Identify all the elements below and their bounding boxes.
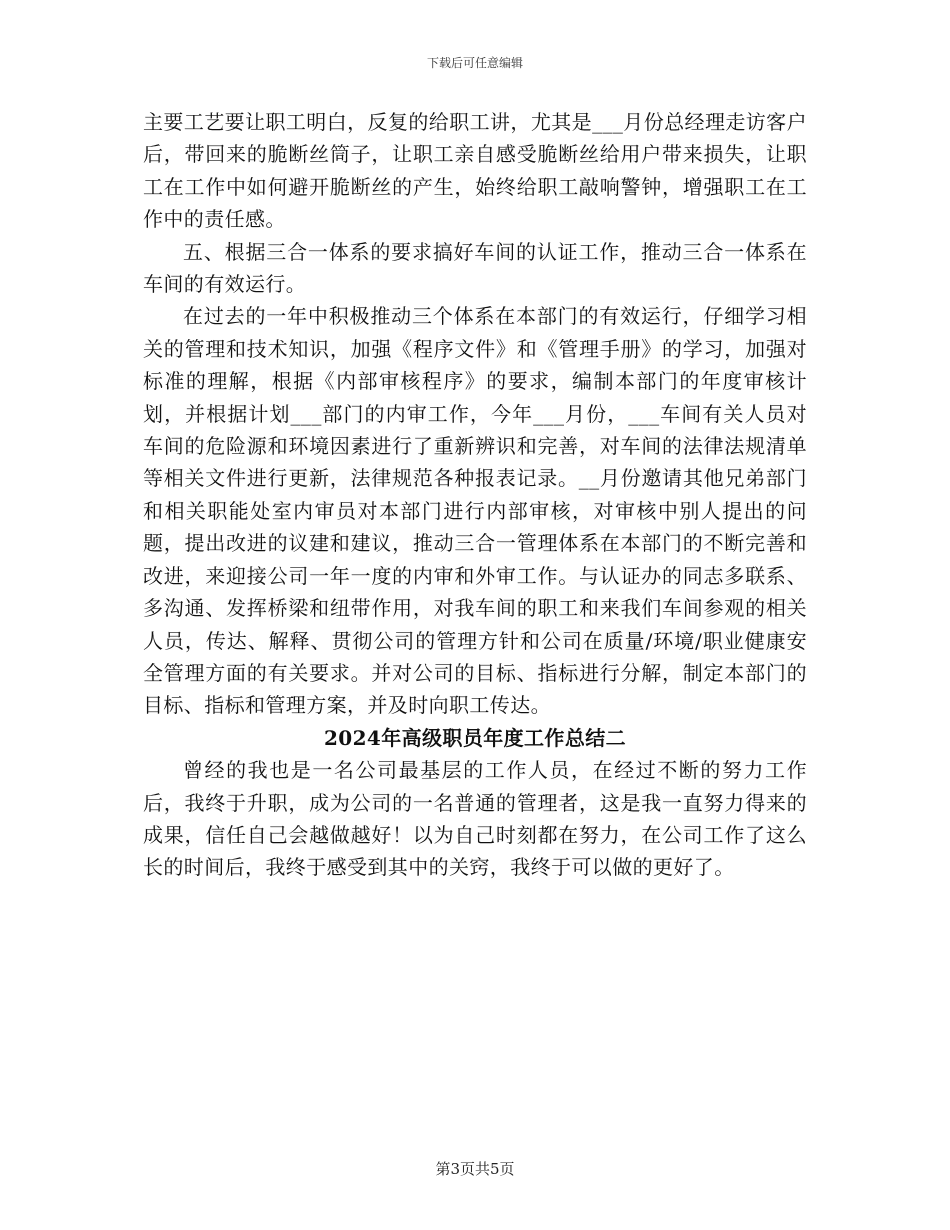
body-paragraph: 曾经的我也是一名公司最基层的工作人员，在经过不断的努力工作后，我终于升职，成为公司的一名普通的管理者，这是我一直努力得来的成果，信任自己会越做越好！以为自己时刻都在努力，在公司工作了这么长的时间后，我终于感受到其中的关窍，我终于可以做的更好了。	[143, 758, 807, 880]
page-number: 第3页共5页	[435, 1160, 515, 1178]
document-body	[143, 106, 807, 884]
section-title: 2024年高级职员年度工作总结二	[323, 725, 627, 750]
body-paragraph: 主要工艺要让职工明白，反复的给职工讲，尤其是___月份总经理走访客户后，带回来的脆断丝筒子，让职工亲自感受脆断丝给用户带来损失，让职工在工作中如何避开脆断丝的产生，始终给职工敲响警钟，增强职工在工作中的责任感。	[143, 110, 807, 232]
page-header: 下载后可任意编辑	[426, 56, 523, 70]
body-paragraph: 五、根据三合一体系的要求搞好车间的认证工作，推动三合一体系在车间的有效运行。	[143, 239, 807, 297]
body-paragraph: 在过去的一年中积极推动三个体系在本部门的有效运行，仔细学习相关的管理和技术知识，加强《程序文件》和《管理手册》的学习，加强对标准的理解，根据《内部审核程序》的要求，编制本部门的年度审核计划，并根据计划___部门的内审工作，今年___月份，___车间有关人员对车间的危险源和环境因素进行了重新辨识和完善，对车间的法律法规清单等相关文件进行更新，法律规范各种报表记录。__月份邀请其他兄弟部门和相关职能处室内审员对本部门进行内部审核，对审核中别人提出的问题，提出改进的议建和建议，推动三合一管理体系在本部门的不断完善和改进，来迎接公司一年一度的内审和外审工作。与认证办的同志多联系、多沟通、发挥桥梁和纽带作用，对我车间的职工和来我们车间参观的相关人员，传达、解释、贯彻公司的管理方针和公司在质量/环境/职业健康安全管理方面的有关要求。并对公司的目标、指标进行分解，制定本部门的目标、指标和管理方案，并及时向职工传达。	[143, 304, 807, 718]
